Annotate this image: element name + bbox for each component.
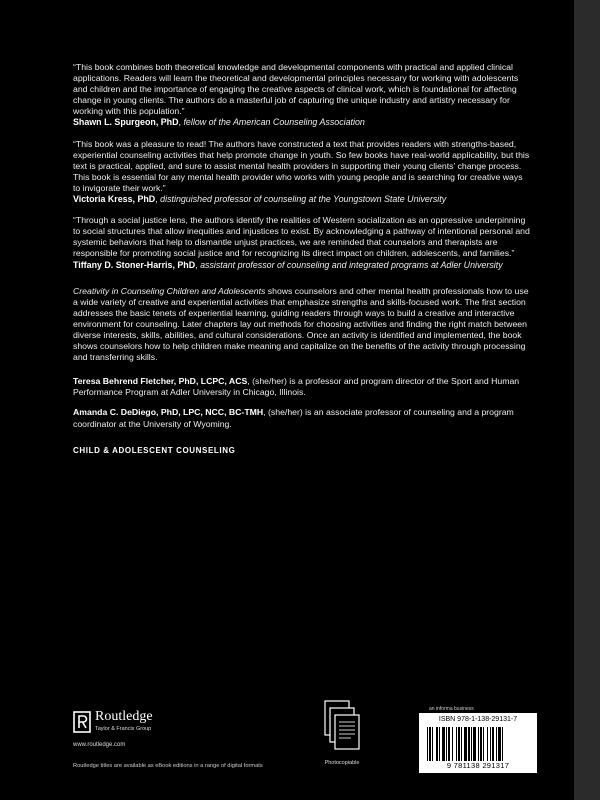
endorsement-3 [73,215,530,270]
endorser-title: distinguished professor of counseling at the Youngstown State University [160,194,447,205]
book-description [73,286,530,364]
publisher-url: www.routledge.com [73,742,126,748]
endorser-name: Victoria Kress, PhD [73,194,156,205]
description-text: shows counselors and other mental health professionals how to use a wide variety of creative and experiential activities that emphasize strengths and skills-focused work. The first section addresses the basic tenets of experiential learning, guiding readers through ways to build a creative and interactive environment for counseling. Later chapters lay out methods for choosing activities and finding the right match between diverse interests, skills, abilities, and cultural considerations. Once an activity is identified and implemented, the book shows counselors how to help children make meaning and capitalize on the benefits of the activity through processing and transferring skills. [73,285,529,363]
author-bio-1 [73,376,530,398]
publisher-group: Taylor & Francis Group [95,726,152,732]
endorsement-text: “This book combines both theoretical knowledge and developmental components with practical and applied clinical applications. Readers will learn the theoretical and developmental principles necessary for working with adolescents and children and the importance of engaging the creative aspects of clinical work, which is foundational for affecting change in young clients. The authors do a masterful job of capturing the unique industry and artistry necessary for working with this population.” [73,62,519,117]
photocopiable-badge [318,700,366,772]
spine-strip [574,0,600,800]
subject-category: CHILD & ADOLESCENT COUNSELING [73,445,236,455]
endorsement-text: “This book was a pleasure to read! The authors have constructed a text that provides readers with strengths-based, experiential counseling activities that help promote change in youth. So few books have real-world applicability, but this text is practical, applied, and sure to assist mental health providers in supporting their young clients’ change process. This book is essential for any mental health provider who works with young people and is searching for creative ways to invigorate their work.” [73,138,530,193]
author-name: Teresa Behrend Fletcher, PhD, LCPC, ACS [73,376,248,387]
photocopiable-label: Photocopiable [324,760,360,766]
endorsement-1 [73,62,530,129]
isbn-text: ISBN 978-1-138-29131-7 [438,716,518,723]
book-title: Creativity in Counseling Children and Adolescents [73,285,266,296]
endorsement-2 [73,139,530,206]
author-name: Amanda C. DeDiego, PhD, LPC, NCC, BC-TMH [73,407,264,418]
author-bio-2 [73,407,530,429]
barcode-digits: 9 781138 291317 [446,761,510,770]
photocopy-pages-icon [324,700,360,752]
endorser-title: fellow of the American Counseling Association [183,117,365,128]
informa-note: an informa business [429,706,474,712]
cover-text-block [73,62,530,456]
author-bio-text: , (she/her) is an associate professor of counseling and a program coordinator at the University of Wyoming. [73,407,514,429]
author-bio-text: , (she/her) is a professor and program director of the Sport and Human Performance Program at Adler University in Chicago, Illinois. [73,376,520,398]
endorser-name: Shawn L. Spurgeon, PhD [73,117,179,128]
endorsement-attribution: Tiffany D. Stoner-Harris, PhD, assistant professor of counseling and integrated programs at Adler University [73,259,503,270]
publisher-name: Routledge [95,709,153,724]
publisher-block [73,709,233,749]
endorsement-attribution: Victoria Kress, PhD, distinguished professor of counseling at the Youngstown State University [73,194,447,205]
endorsement-attribution: Shawn L. Spurgeon, PhD, fellow of the American Counseling Association [73,117,365,128]
endorsement-text: “Through a social justice lens, the authors identify the realities of Western socialization as an oppressive underpinning to social structures that allow inequities and injustices to exist. By acknowledging a pathway of intentional personal and systemic behaviors that help to dismantle unjust practices, we are reminded that counselors and therapists are responsible for promoting social justice and for recognizing its direct impact on children, adolescents, and families.” [73,215,530,259]
endorser-title: assistant professor of counseling and integrated programs at Adler University [200,259,503,270]
endorser-name: Tiffany D. Stoner-Harris, PhD [73,259,196,270]
barcode-icon [427,727,529,761]
routledge-logo-icon [73,711,91,733]
ebook-note: Routledge titles are available as eBook editions in a range of digital formats [73,763,263,769]
barcode-box [419,713,537,773]
